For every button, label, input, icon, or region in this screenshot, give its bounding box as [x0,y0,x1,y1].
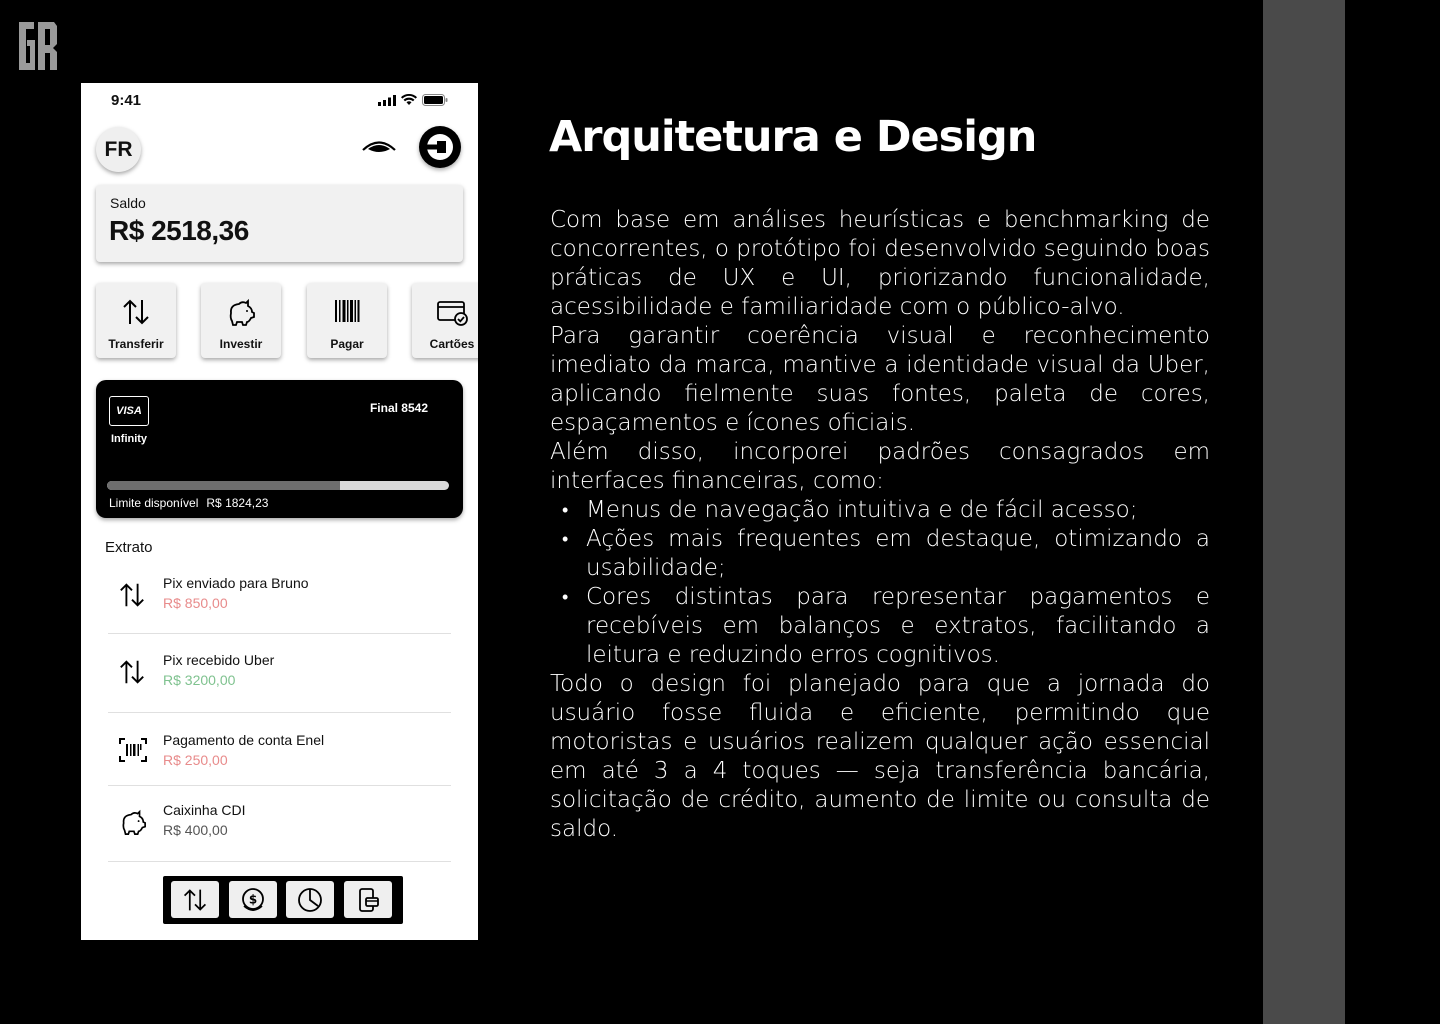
patterns-list [550,496,1210,670]
status-time: 9:41 [111,92,142,109]
transaction-row[interactable] [108,569,451,634]
paragraph-intro: Com base em análises heurísticas e benchmarking de concorrentes, o protótipo foi desenvolvido seguindo boas práticas de UX e UI, priorizando funcionalidade, acessibilidade e familiaridade com o público-alvo. [550,207,1211,320]
nav-money-button[interactable] [229,881,277,918]
transaction-name: Pagamento de conta Enel [163,732,325,748]
signal-icon [378,95,396,106]
bottom-nav [163,876,403,924]
paragraph-journey: Todo o design foi planejado para que a jornada do usuário fosse fluida e eficiente, permitindo que motoristas e usuários realizem qualquer ação essencial em até 3 a 4 toques — seja transferência bancária, solicitação de crédito, aumento de limite ou consulta de saldo. [550,671,1210,842]
extrato-title: Extrato [105,539,153,556]
section-title: Arquitetura e Design [549,112,1037,162]
transaction-row[interactable] [108,634,451,713]
transaction-amount: R$ 400,00 [163,822,228,838]
transfer-arrows-icon [121,297,151,327]
action-label: Investir [219,337,263,351]
credit-card[interactable] [96,380,463,518]
list-item: • Menus de navegação intuitiva e de fácil acesso; [550,496,1210,525]
dollar-coin-icon [239,886,267,914]
limit-progress-fill [107,481,340,490]
avatar[interactable] [96,127,141,172]
action-label: Transferir [108,337,164,351]
action-transferir[interactable] [96,283,176,358]
balance-label: Saldo [110,195,146,211]
transaction-row[interactable] [108,713,451,786]
piggy-bank-icon [118,808,148,836]
list-item: • Ações mais frequentes em destaque, otimizando a usabilidade; [550,525,1210,583]
balance-card[interactable] [96,185,463,262]
list-item: • Cores distintas para representar pagamentos e recebíveis em balanços e extratos, facilitando a leitura e reduzindo erros cognitivos. [550,583,1210,670]
paragraph-brand: Para garantir coerência visual e reconhecimento imediato da marca, mantive a identidade visual da Uber, aplicando fielmente suas fontes, paleta de cores, espaçamentos e ícones oficiais. [550,323,1210,436]
transfer-arrows-icon [118,658,146,686]
transfer-arrows-icon [118,581,146,609]
status-bar [81,83,478,117]
uber-logo-icon [419,126,461,168]
piggy-bank-icon [225,297,257,327]
side-panel-strip [1263,0,1345,1024]
limit-label: Limite disponível [109,496,199,510]
transaction-amount: R$ 250,00 [163,752,228,768]
barcode-icon [333,297,361,325]
transaction-amount: R$ 3200,00 [163,672,236,688]
svg-text:$: $ [248,892,258,906]
transaction-name: Caixinha CDI [163,802,246,818]
paragraph-patterns: Além disso, incorporei padrões consagrados em interfaces financeiras, como: [550,439,1210,494]
battery-icon [422,94,448,106]
transaction-amount: R$ 850,00 [163,595,228,611]
wifi-icon [401,94,417,106]
transaction-row[interactable] [108,786,451,862]
nav-payments-button[interactable] [344,881,392,918]
uber-logo-button[interactable] [419,126,461,168]
nav-chart-button[interactable] [286,881,334,918]
quick-actions [96,283,478,361]
avatar-initials: FR [104,137,133,161]
nav-transfer-button[interactable] [171,881,219,918]
body-text [550,206,1210,844]
limit-value: R$ 1824,23 [206,496,269,510]
phone-card-icon [354,886,382,914]
action-label: Cartões [429,337,475,351]
barcode-scan-icon [118,736,148,764]
limit-info [109,496,268,510]
card-check-icon [436,297,468,327]
action-pagar[interactable] [307,283,387,358]
eye-icon[interactable] [361,137,397,161]
limit-progress-bar [107,481,449,490]
phone-mockup [81,83,478,940]
action-investir[interactable] [201,283,281,358]
action-cartoes[interactable] [412,283,478,358]
transaction-name: Pix recebido Uber [163,652,275,668]
visa-logo: VISA [109,396,149,426]
gr-logo [16,18,60,74]
balance-value: R$ 2518,36 [109,215,249,246]
transaction-name: Pix enviado para Bruno [163,575,309,591]
transfer-arrows-icon [182,887,208,913]
action-label: Pagar [330,337,364,351]
card-final-digits: Final 8542 [369,401,428,415]
card-tier: Infinity [111,433,148,445]
pie-chart-icon [296,886,324,914]
status-icons [378,94,448,106]
